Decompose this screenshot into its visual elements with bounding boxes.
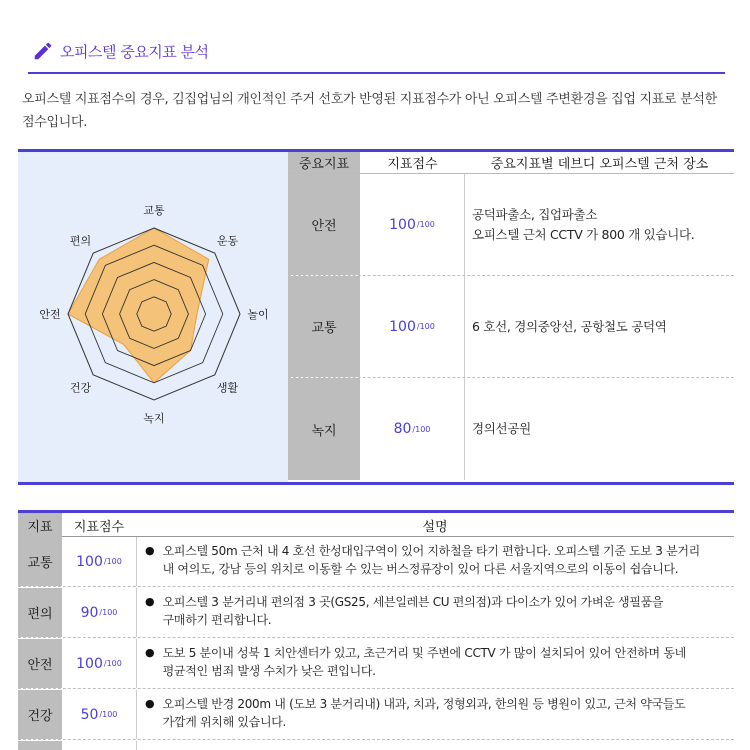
detail-table — [18, 510, 734, 750]
detail-header — [18, 513, 734, 537]
section-heading — [32, 38, 208, 64]
key-row — [288, 276, 734, 378]
key-indicator-table — [288, 152, 734, 482]
detail-row-description: ● 오피스텔 3 분거리내 편의점 3 곳(GS25, 세븐일레븐 CU 편의점)과 다이소가 있어 가벼운 생필품을 구매하기 편리합니다. — [136, 588, 734, 637]
detail-row-score: 50 /100 — [80, 706, 118, 723]
header-category: 중요지표 — [288, 152, 360, 174]
detail-header-description: 설명 — [422, 519, 448, 535]
key-row-places: 6 호선, 경의중앙선, 공항철도 공덕역 — [472, 318, 667, 334]
detail-row-category: 건강 — [18, 690, 62, 739]
key-row-score: 100 /100 — [360, 174, 465, 275]
header-places: 중요지표별 데브디 오피스텔 근처 장소 — [465, 152, 734, 174]
radar-label: 놀이 — [247, 308, 269, 321]
detail-row-category: 안전 — [18, 639, 62, 688]
detail-row-description: ● 도보 5 분이내 성북 1 치안센터가 있고, 초근거리 및 주변에 CCTV 가 많이 설치되어 있어 안전하며 동네 평균적인 범죄 발생 수치가 낮은 편입니다. — [136, 639, 734, 688]
detail-row-score: 100 /100 — [76, 655, 122, 672]
radar-label: 편의 — [69, 234, 92, 248]
key-row-category: 안전 — [288, 174, 360, 275]
detail-row-description — [136, 741, 734, 750]
key-row-score: 100 /100 — [360, 276, 465, 377]
pencil-icon — [32, 40, 54, 62]
key-row-category: 교통 — [288, 276, 360, 377]
radar-label: 안전 — [39, 308, 61, 321]
detail-row — [18, 537, 734, 587]
key-row-score: 80 /100 — [360, 378, 465, 480]
detail-row-description: ● 오피스텔 반경 200m 내 (도보 3 분거리내) 내과, 치과, 정형외과, 한의원 등 병원이 있고, 근처 약국들도 가깝게 위치해 있습니다. — [136, 690, 734, 739]
radar-label: 생활 — [216, 381, 239, 395]
bullet-icon: ● — [145, 595, 155, 608]
radar-panel — [18, 152, 288, 482]
detail-row-partial — [18, 741, 734, 750]
radar-label: 운동 — [216, 234, 239, 248]
key-row-places: 공덕파출소, 집업파출소 오피스텔 근처 CCTV 가 800 개 있습니다. — [472, 206, 695, 242]
detail-row-category: 교통 — [18, 537, 62, 586]
key-row — [288, 174, 734, 276]
detail-row — [18, 639, 734, 689]
detail-row-score: 100 /100 — [76, 553, 122, 570]
bullet-icon: ● — [145, 544, 155, 557]
detail-header-score: 지표점수 — [73, 519, 125, 535]
detail-row-description: ● 오피스텔 50m 근처 내 4 호선 한성대입구역이 있어 지하철을 타기 편합니다. 오피스텔 기준 도보 3 분거리 내 여의도, 강남 등의 위치로 이동할 수 있는 버스정류장이 있어 다른 서울지역으로의 이동이 쉽습니다. — [136, 537, 734, 586]
key-row-places: 경의선공원 — [472, 421, 531, 436]
radar-label: 녹지 — [143, 412, 165, 425]
bullet-icon: ● — [145, 697, 155, 710]
key-row — [288, 378, 734, 480]
radar-chart — [18, 152, 288, 482]
detail-row-category: 편의 — [18, 588, 62, 637]
detail-row-score: 90 /100 — [80, 604, 118, 621]
detail-row-category — [18, 741, 62, 750]
header-score: 지표점수 — [360, 152, 465, 174]
bullet-icon: ● — [145, 646, 155, 659]
key-row-category: 녹지 — [288, 378, 360, 480]
heading-divider — [28, 72, 725, 74]
key-indicator-section — [18, 149, 734, 485]
radar-label: 건강 — [69, 381, 92, 395]
intro-text: 오피스텔 지표점수의 경우, 김집업님의 개인적인 주거 선호가 반영된 지표점수가 아닌 오피스텔 주변환경을 집업 지표로 분석한 점수입니다. — [22, 92, 717, 130]
detail-header-category: 지표 — [18, 513, 62, 537]
detail-row — [18, 690, 734, 740]
radar-label: 교통 — [143, 204, 165, 217]
section-title: 오피스텔 중요지표 분석 — [60, 42, 209, 61]
detail-row — [18, 588, 734, 638]
